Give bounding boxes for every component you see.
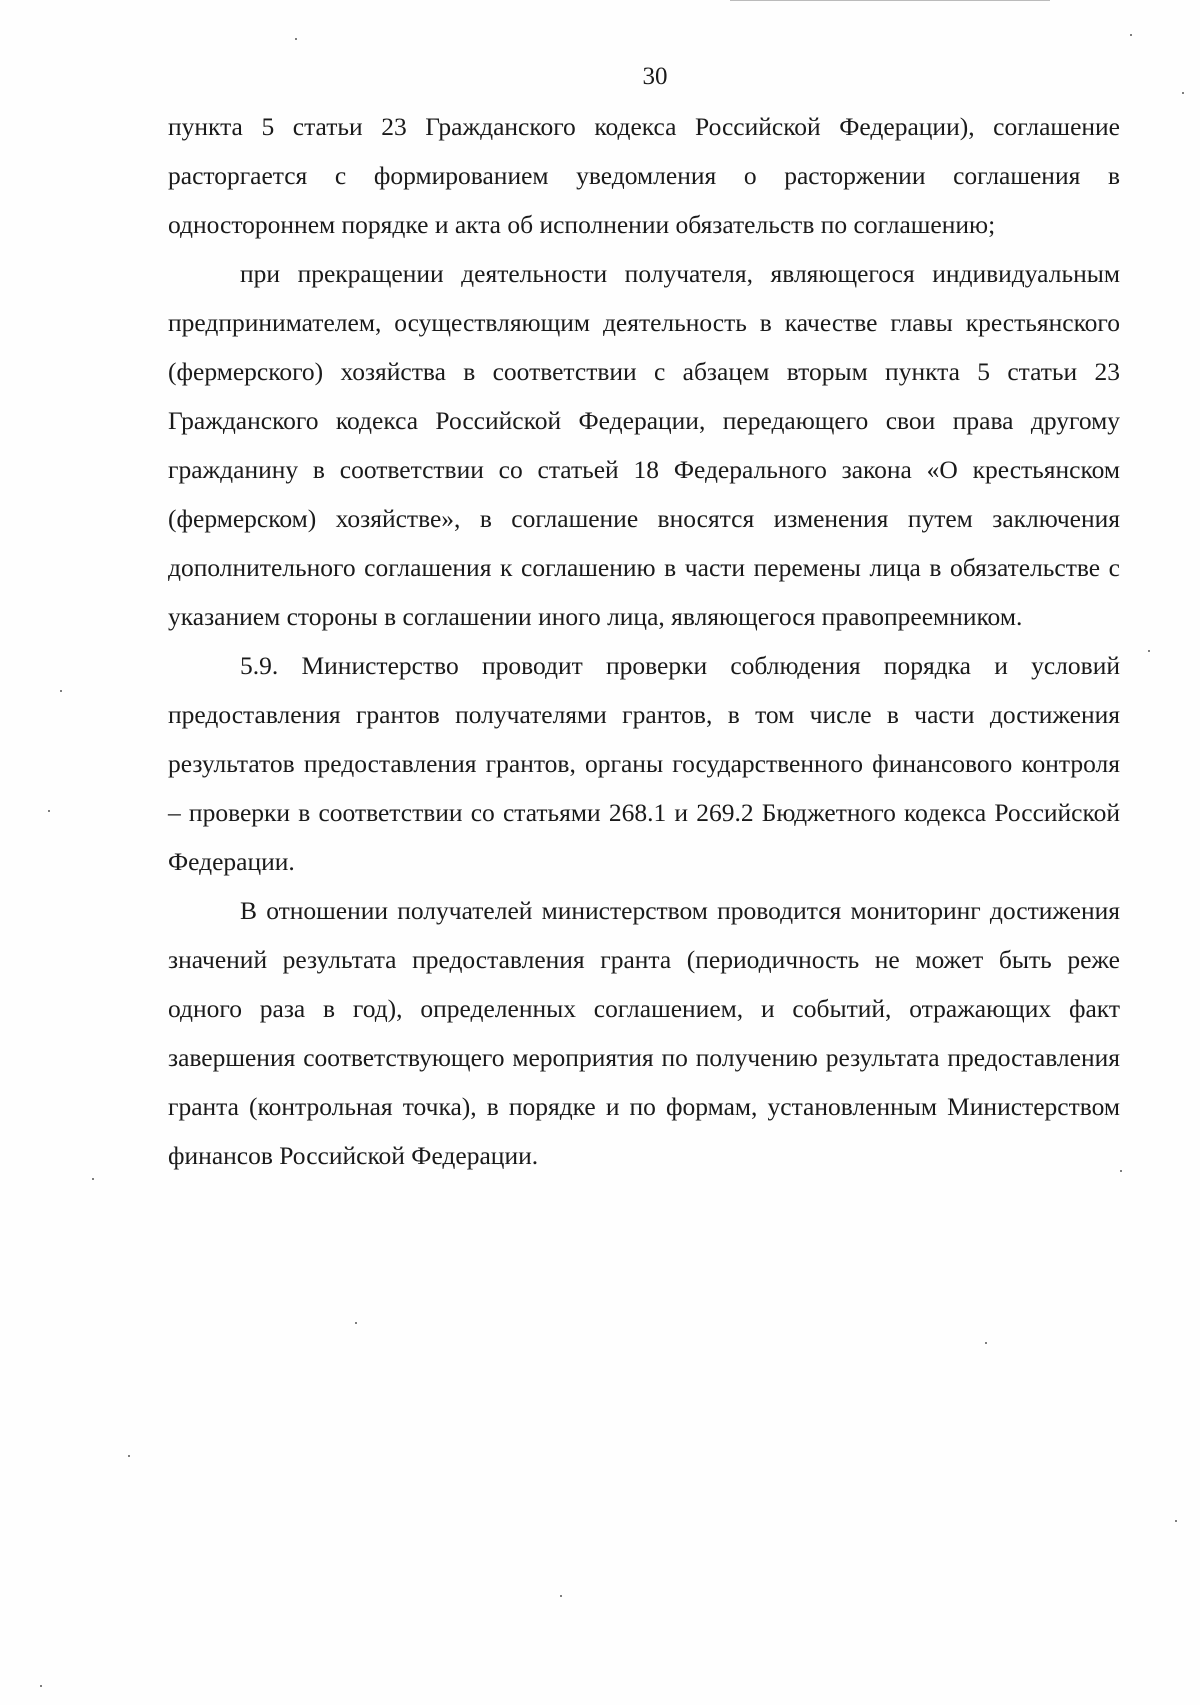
paragraph-4: В отношении получателей министерством проводится мониторинг достижения значений результата предоставления гранта (периодичность не может быть реже одного раза в год), определенных соглашением, и событий, отражающих факт завершения соответствующего мероприятия по получению результата предоставления гранта (контрольная точка), в порядке и по формам, установленным Министерством финансов Российской Федерации. [168,896,1120,1170]
scan-speck [1148,650,1150,652]
scan-speck [560,1595,562,1597]
page-number: 30 [642,63,668,90]
scan-speck [1120,1170,1122,1172]
document-body [168,102,1120,1180]
paragraph-1: пункта 5 статьи 23 Гражданского кодекса Российской Федерации), соглашение расторгается с формированием уведомления о расторжении соглашения в одностороннем порядке и акта об исполнении обязательств по соглашению; [168,112,1120,239]
scan-speck [48,810,50,812]
scan-speck [128,1455,130,1457]
scan-speck [40,1685,42,1687]
scan-speck [355,1322,357,1324]
scan-speck [1182,92,1184,94]
scan-speck [1175,1520,1177,1522]
paragraph-3: 5.9. Министерство проводит проверки соблюдения порядка и условий предоставления грантов получателями грантов, в том числе в части достижения результатов предоставления грантов, органы государственного финансового контроля – проверки в соответствии со статьями 268.1 и 269.2 Бюджетного кодекса Российской Федерации. [168,651,1120,876]
scan-speck [985,1342,987,1344]
scan-speck [92,1178,94,1180]
scan-speck [60,690,62,692]
scan-edge-line [730,0,1050,1]
scan-speck [1130,34,1132,36]
scan-speck [295,38,297,40]
paragraph-2: при прекращении деятельности получателя, являющегося индивидуальным предпринимателем, осуществляющим деятельность в качестве главы крестьянского (фермерского) хозяйства в соответствии с абзацем вторым пункта 5 статьи 23 Гражданского кодекса Российской Федерации, передающего свои права другому гражданину в соответствии со статьей 18 Федерального закона «О крестьянском (фермерском) хозяйстве», в соглашение вносятся изменения путем заключения дополнительного соглашения к соглашению в части перемены лица в обязательстве с указанием стороны в соглашении иного лица, являющегося правопреемником. [168,259,1120,631]
